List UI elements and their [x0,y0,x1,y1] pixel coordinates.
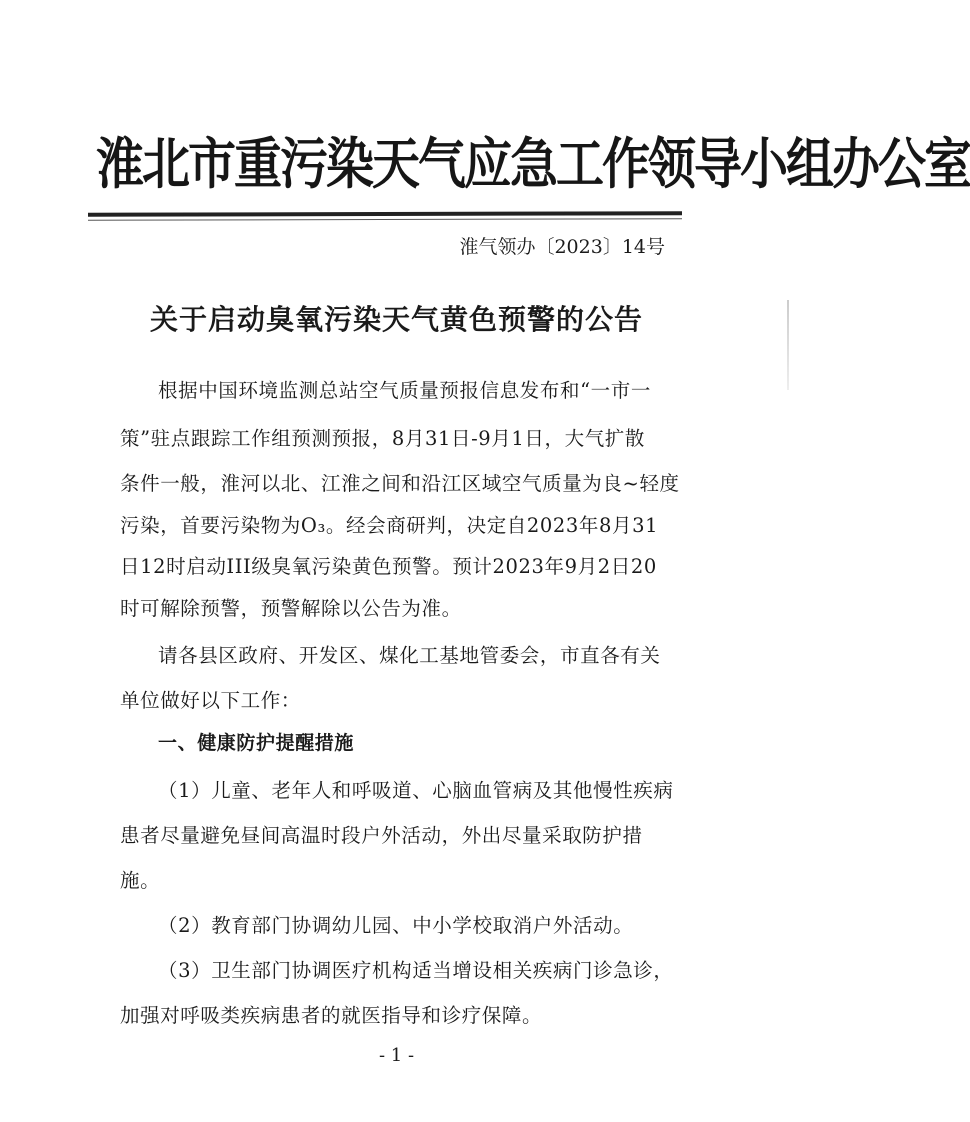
body-line: （1）儿童、老年人和呼吸道、心脑血管病及其他慢性疾病 [158,779,674,802]
masthead-org-name: 淮北市重污染天气应急工作领导小组办公室 [96,132,970,197]
body-line: 日12时启动III级臭氧污染黄色预警。预计2023年9月2日20 [120,555,657,578]
body-line: 请各县区政府、开发区、煤化工基地管委会，市直各有关 [158,644,661,667]
body-line: （3）卫生部门协调医疗机构适当增设相关疾病门诊急诊， [158,959,674,982]
masthead-rule-thick [88,211,682,217]
body-line: （2）教育部门协调幼儿园、中小学校取消户外活动。 [158,914,634,937]
body-line: 根据中国环境监测总站空气质量预报信息发布和“一市一 [158,379,651,402]
scan-edge-mark [787,300,789,390]
document-number: 淮气领办〔2023〕14号 [459,236,665,258]
section-heading: 一、健康防护提醒措施 [158,732,355,754]
body-line: 污染，首要污染物为O₃。经会商研判，决定自2023年8月31 [120,514,659,537]
body-line: 条件一般，淮河以北、江淮之间和沿江区域空气质量为良~轻度 [120,472,680,495]
body-line: 加强对呼吸类疾病患者的就医指导和诊疗保障。 [120,1004,543,1027]
document-title: 关于启动臭氧污染天气黄色预警的公告 [149,303,643,336]
body-line: 时可解除预警，预警解除以公告为准。 [120,597,462,620]
body-line: 策”驻点跟踪工作组预测预报，8月31日-9月1日，大气扩散 [120,427,645,450]
page-number: - 1 - [378,1045,415,1066]
body-line: 单位做好以下工作： [120,689,301,712]
masthead-rule-thin [88,218,682,221]
body-line: 施。 [120,869,161,892]
body-line: 患者尽量避免昼间高温时段户外活动，外出尽量采取防护措 [120,824,643,847]
